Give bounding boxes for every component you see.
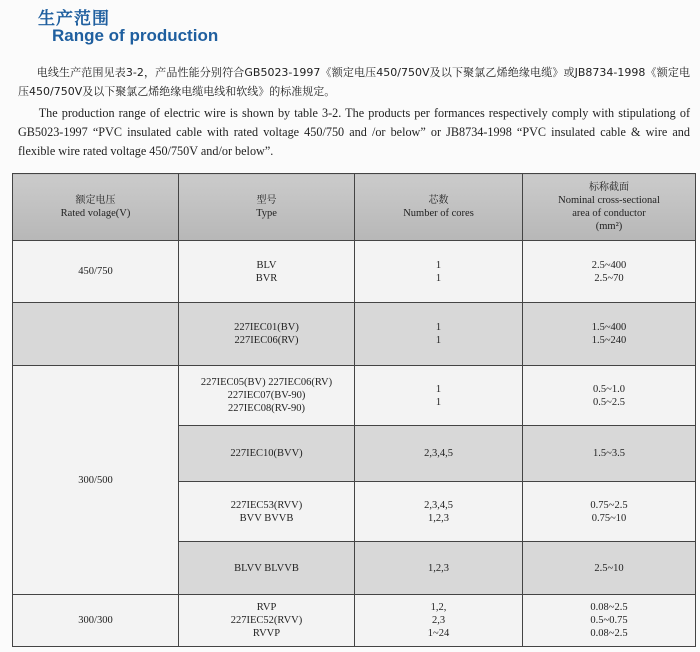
area-value: 0.08~2.5 [590, 602, 628, 613]
area-value: 0.75~10 [591, 512, 627, 524]
cores-value: 1,2, [430, 602, 447, 613]
type-value: 227IEC52(RVV) [230, 615, 303, 626]
type-cell [179, 482, 355, 542]
header-rated-voltage [13, 174, 179, 241]
cores-cell [355, 303, 523, 366]
type-value: 227IEC06(RV) [234, 335, 299, 346]
area-value: 0.08~2.5 [590, 628, 628, 639]
area-value: 0.75~2.5 [590, 499, 628, 511]
type-value: 227IEC53(RVV) [230, 499, 303, 511]
cores-cell [355, 426, 523, 482]
header-cores-cn: 芯数 [428, 195, 449, 206]
type-value: 227IEC05(BV) 227IEC06(RV) [200, 377, 333, 388]
intro-paragraph-english: The production range of electric wire is shown by table 3-2. The products per formances respectively comply with stipulationg of GB5023-1997 “PVC insulated cable with rated voltage 450/750 and /or below” or JB8734-1998 “PVC insulated cable & wire and flexible wire rated voltage 450/750V and/or below”. [18, 106, 690, 158]
header-type [179, 174, 355, 241]
header-rated-voltage-en: Rated volage(V) [60, 208, 131, 219]
table-header-row [13, 174, 696, 241]
type-cell [179, 426, 355, 482]
type-value: BVV BVVB [239, 512, 294, 524]
area-value: 2.5~400 [591, 259, 627, 271]
voltage-cell [13, 241, 179, 303]
voltage-value: 300/300 [78, 615, 113, 626]
intro-paragraph-chinese: 电线生产范围见表3-2，产品性能分别符合GB5023-1997《额定电压450/750V及以下聚氯乙烯绝缘电缆》或JB8734-1998《额定电压450/750V及以下聚氯乙烯绝缘电缆电线和软线》的标准规定。 [18, 66, 690, 98]
type-value: 227IEC01(BV) [234, 322, 299, 333]
table-row [13, 241, 696, 303]
area-cell [523, 303, 696, 366]
cores-value: 1 [435, 272, 442, 284]
header-area-cn: 标称截面 [589, 182, 629, 193]
cores-cell [355, 241, 523, 303]
type-value: RVVP [252, 628, 281, 639]
table-row [13, 366, 696, 426]
cores-value: 1 [435, 396, 442, 408]
type-value: RVP [256, 602, 277, 613]
area-cell [523, 482, 696, 542]
type-cell [179, 241, 355, 303]
area-cell [523, 542, 696, 595]
header-cores-en: Number of cores [403, 208, 474, 219]
cores-value: 2,3 [431, 615, 446, 626]
area-value: 0.5~2.5 [593, 396, 625, 408]
area-value: 1.5~400 [591, 322, 627, 333]
cores-value: 1~24 [427, 628, 450, 639]
type-cell [179, 542, 355, 595]
voltage-cell-empty [13, 303, 179, 366]
cores-cell [355, 595, 523, 647]
type-value: 227IEC08(RV-90) [228, 403, 305, 414]
heading-english: Range of production [52, 26, 219, 45]
cores-cell [355, 482, 523, 542]
type-cell [179, 595, 355, 647]
cores-value: 2,3,4,5 [424, 499, 453, 511]
cores-value: 1,2,3 [428, 562, 449, 574]
header-type-cn: 型号 [256, 195, 277, 206]
type-value: 227IEC07(BV-90) [227, 390, 306, 401]
header-rated-voltage-cn: 额定电压 [75, 195, 116, 206]
header-area-unit: (mm²) [595, 221, 623, 232]
cores-value: 1 [435, 259, 442, 271]
area-value: 2.5~70 [594, 272, 624, 284]
header-cores [355, 174, 523, 241]
area-value: 2.5~10 [594, 562, 624, 574]
cores-value: 2,3,4,5 [424, 448, 453, 459]
type-value: BVR [255, 272, 278, 284]
area-value: 0.5~1.0 [593, 383, 625, 395]
header-type-en: Type [256, 208, 277, 219]
cores-value: 1,2,3 [428, 512, 449, 524]
heading-chinese: 生产范围 [38, 9, 110, 29]
area-cell [523, 366, 696, 426]
area-value: 1.5~3.5 [593, 448, 625, 459]
type-cell [179, 366, 355, 426]
table-row [13, 303, 696, 366]
type-value: BLVV BLVVB [234, 562, 299, 574]
type-cell [179, 303, 355, 366]
cores-value: 1 [435, 383, 442, 395]
type-value: 227IEC10(BVV) [230, 448, 303, 459]
cores-cell [355, 542, 523, 595]
area-value: 0.5~0.75 [590, 615, 628, 626]
cores-value: 1 [435, 322, 442, 333]
voltage-value: 300/500 [78, 474, 113, 486]
area-cell [523, 241, 696, 303]
voltage-value: 450/750 [78, 266, 113, 277]
table-row [13, 595, 696, 647]
area-cell [523, 426, 696, 482]
production-range-table [12, 173, 696, 647]
header-area-en-1: Nominal cross-sectional [558, 195, 660, 206]
type-value: BLV [256, 259, 277, 271]
header-area-en-2: area of conductor [572, 208, 646, 219]
area-value: 1.5~240 [591, 335, 627, 346]
header-nominal-area [523, 174, 696, 241]
cores-cell [355, 366, 523, 426]
voltage-cell [13, 595, 179, 647]
cores-value: 1 [435, 335, 442, 346]
area-cell [523, 595, 696, 647]
voltage-cell [13, 366, 179, 595]
